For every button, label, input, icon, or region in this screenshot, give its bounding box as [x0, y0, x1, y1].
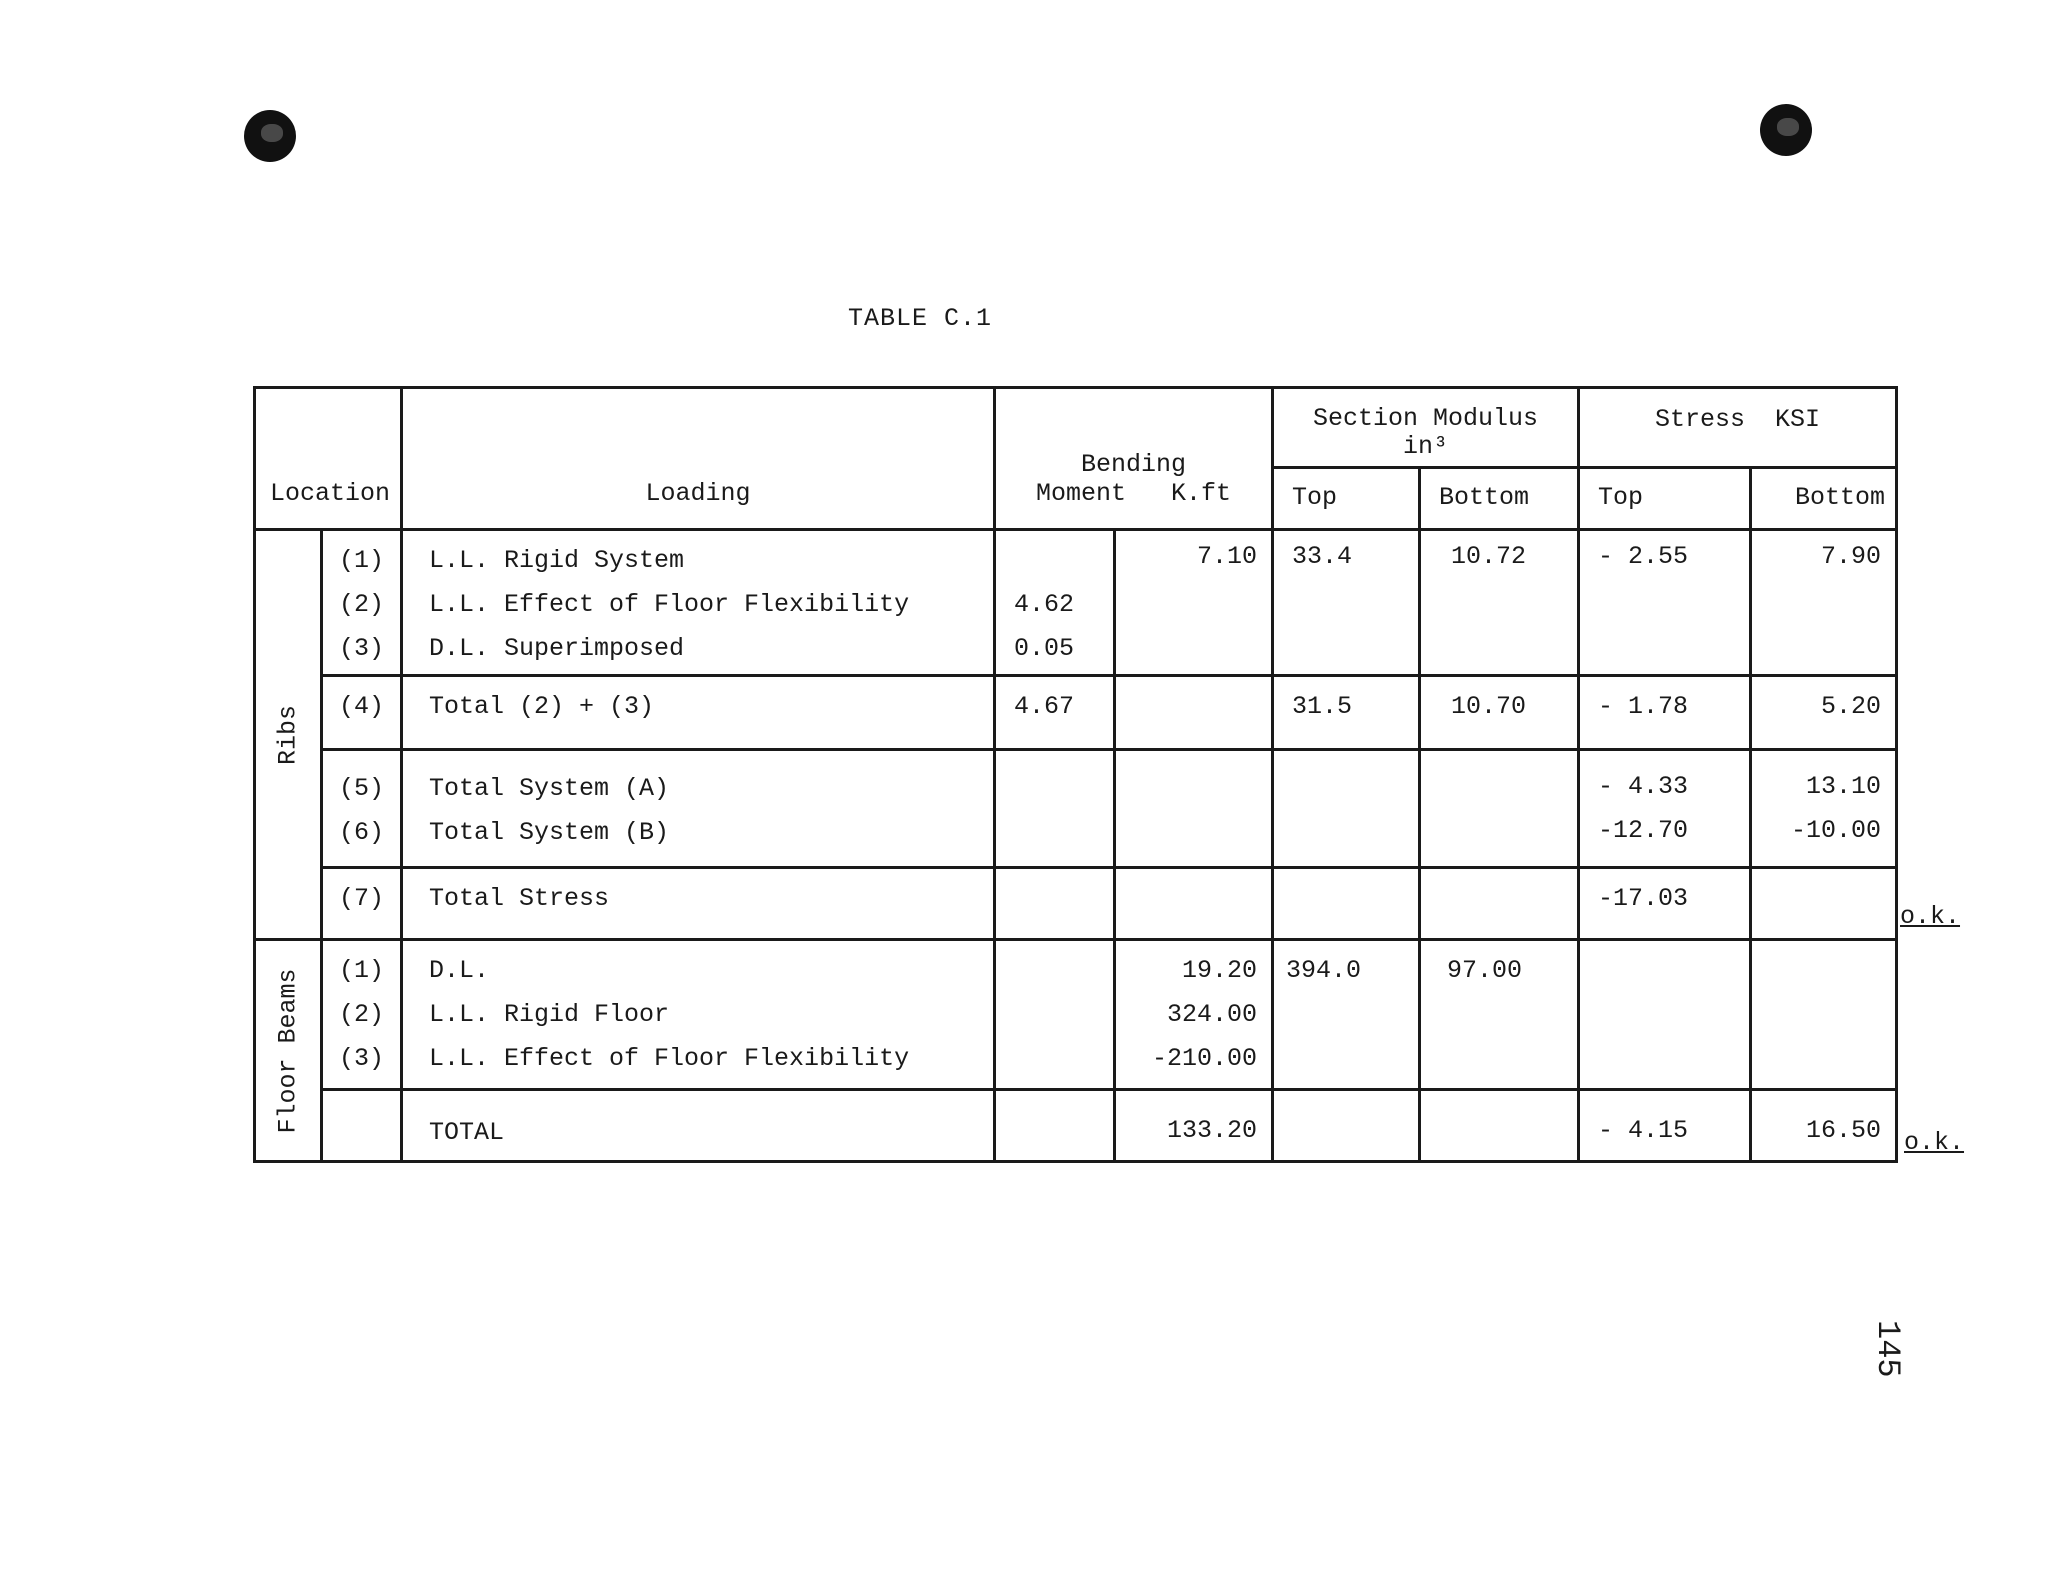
- ribs-g4-stress-top: [1579, 868, 1751, 940]
- stress-top-value: -17.03: [1598, 884, 1689, 913]
- ribs-ok-note: o.k.: [1900, 902, 1961, 931]
- row-number: (5): [338, 774, 384, 803]
- ribs-g2-stress-top: [1579, 676, 1751, 750]
- moment-value: 4.67: [1014, 692, 1075, 721]
- loading-text: Total System (A): [429, 774, 670, 803]
- sm-top-value: 33.4: [1292, 542, 1353, 571]
- header-sm-bottom: Bottom: [1420, 468, 1579, 530]
- stress-bottom-value: -10.00: [1790, 816, 1881, 845]
- moment-value: 324.00: [1166, 1000, 1257, 1029]
- row-number: (3): [338, 1044, 384, 1073]
- stress-top-value: - 1.78: [1598, 692, 1689, 721]
- stress-bottom-value: 7.90: [1820, 542, 1881, 571]
- floor-total-moment-a: [995, 1090, 1115, 1162]
- row-number: (2): [338, 1000, 384, 1029]
- header-loading-label: Loading: [645, 479, 751, 508]
- floor-row-total: [255, 1090, 1897, 1162]
- ribs-g2-sm-top: [1273, 676, 1420, 750]
- stress-top-value: - 4.15: [1598, 1116, 1689, 1145]
- header-section-modulus-label: Section Modulus: [1312, 404, 1539, 433]
- loading-text: Total System (B): [429, 818, 670, 847]
- ribs-g4-sm-top: [1273, 868, 1420, 940]
- sm-bottom-value: 10.70: [1451, 692, 1527, 721]
- floor-total-num: [322, 1090, 402, 1162]
- loading-text: Total (2) + (3): [429, 692, 655, 721]
- loading-text: L.L. Effect of Floor Flexibility: [429, 1044, 910, 1073]
- ribs-g4-sm-bottom: [1420, 868, 1579, 940]
- ribs-g1-sm-top: [1273, 530, 1420, 676]
- row-number: (1): [338, 546, 384, 575]
- header-loading: [402, 388, 995, 530]
- ribs-row-group2: [255, 676, 1897, 750]
- floor-total-stress-top: [1579, 1090, 1751, 1162]
- ribs-g2-loading: [402, 676, 995, 750]
- moment-value: 7.10: [1196, 542, 1257, 571]
- header-location: [255, 388, 402, 530]
- floor-g1-stress-top: [1579, 940, 1751, 1090]
- header-bending-line2: Moment K.ft: [1035, 479, 1232, 508]
- moment-value: 0.05: [1014, 634, 1075, 663]
- ribs-g3-moment-b: [1115, 750, 1273, 868]
- moment-value: 19.20: [1181, 956, 1257, 985]
- header-row-1: [255, 388, 1897, 468]
- sm-top-value: 394.0: [1286, 956, 1362, 985]
- stress-top-value: -12.70: [1598, 816, 1689, 845]
- row-number: (7): [338, 884, 384, 913]
- stress-table: [253, 386, 1898, 1163]
- loading-text: L.L. Rigid System: [429, 546, 685, 575]
- ribs-g3-sm-top: [1273, 750, 1420, 868]
- ribs-g1-loadings: [402, 530, 995, 676]
- stress-bottom-value: 5.20: [1820, 692, 1881, 721]
- ribs-label: Ribs: [273, 704, 303, 765]
- ribs-g3-moment-a: [995, 750, 1115, 868]
- ribs-row-group1: [255, 530, 1897, 676]
- ribs-g1-sm-bottom: [1420, 530, 1579, 676]
- table-title: TABLE C.1: [848, 304, 993, 333]
- floor-beams-label: Floor Beams: [273, 967, 303, 1134]
- sm-bottom-value: 97.00: [1447, 956, 1523, 985]
- floor-g1-moment-b: [1115, 940, 1273, 1090]
- sm-bottom-value: 10.72: [1451, 542, 1527, 571]
- punch-hole-left: [244, 110, 296, 162]
- stress-bottom-value: 16.50: [1805, 1116, 1881, 1145]
- row-number: (4): [338, 692, 384, 721]
- header-stress-label: Stress KSI: [1654, 405, 1821, 434]
- header-sm-top: Top: [1273, 468, 1420, 530]
- ribs-g1-nums: [322, 530, 402, 676]
- ribs-row-group4: [255, 868, 1897, 940]
- moment-value: 133.20: [1166, 1116, 1257, 1145]
- loading-text: TOTAL: [429, 1118, 505, 1147]
- ribs-g4-num: [322, 868, 402, 940]
- floor-row-group1: [255, 940, 1897, 1090]
- floor-g1-sm-top: [1273, 940, 1420, 1090]
- ribs-row-group3: [255, 750, 1897, 868]
- sm-top-value: 31.5: [1292, 692, 1353, 721]
- moment-value: [1014, 539, 1113, 583]
- ribs-g3-nums: [322, 750, 402, 868]
- floor-total-loading: [402, 1090, 995, 1162]
- floor-total-sm-top: [1273, 1090, 1420, 1162]
- row-number: (2): [338, 590, 384, 619]
- floor-total-sm-bottom: [1420, 1090, 1579, 1162]
- ribs-g4-moment-a: [995, 868, 1115, 940]
- header-stress: [1579, 388, 1897, 468]
- loading-text: D.L. Superimposed: [429, 634, 685, 663]
- ribs-g1-moment-a: [995, 530, 1115, 676]
- ribs-g4-stress-bottom: [1751, 868, 1897, 940]
- floor-g1-loadings: [402, 940, 995, 1090]
- ribs-g4-moment-b: [1115, 868, 1273, 940]
- ribs-g4-loading: [402, 868, 995, 940]
- loading-text: D.L.: [429, 956, 490, 985]
- row-number: (3): [338, 634, 384, 663]
- ribs-g2-moment-a: [995, 676, 1115, 750]
- ribs-g3-stress-top: [1579, 750, 1751, 868]
- stress-bottom-value: 13.10: [1805, 772, 1881, 801]
- ribs-g2-stress-bottom: [1751, 676, 1897, 750]
- header-section-modulus: [1273, 388, 1579, 468]
- page-number: 145: [1869, 1320, 1906, 1378]
- header-bending-line1: Bending: [1080, 450, 1187, 479]
- header-location-label: Location: [270, 479, 391, 508]
- loading-text: Total Stress: [429, 884, 610, 913]
- loading-text: L.L. Effect of Floor Flexibility: [429, 590, 910, 619]
- floor-g1-stress-bottom: [1751, 940, 1897, 1090]
- floor-beams-label-cell: [255, 940, 322, 1162]
- ribs-g1-moment-b: [1115, 530, 1273, 676]
- header-section-modulus-unit: in³: [1402, 432, 1448, 461]
- header-stress-top: Top: [1579, 468, 1751, 530]
- ribs-g1-stress-bottom: [1751, 530, 1897, 676]
- moment-value: -210.00: [1151, 1044, 1257, 1073]
- ribs-g1-stress-top: [1579, 530, 1751, 676]
- header-bending-moment: [995, 388, 1273, 530]
- punch-hole-right: [1760, 104, 1812, 156]
- ribs-g3-sm-bottom: [1420, 750, 1579, 868]
- ribs-g2-num: [322, 676, 402, 750]
- row-number: (1): [338, 956, 384, 985]
- floor-total-moment-b: [1115, 1090, 1273, 1162]
- ribs-g3-stress-bottom: [1751, 750, 1897, 868]
- floor-ok-note: o.k.: [1904, 1128, 1965, 1157]
- ribs-g2-sm-bottom: [1420, 676, 1579, 750]
- header-stress-bottom: Bottom: [1751, 468, 1897, 530]
- floor-g1-sm-bottom: [1420, 940, 1579, 1090]
- floor-total-stress-bottom: [1751, 1090, 1897, 1162]
- ribs-g3-loadings: [402, 750, 995, 868]
- row-number: (6): [338, 818, 384, 847]
- floor-g1-nums: [322, 940, 402, 1090]
- stress-top-value: - 4.33: [1598, 772, 1689, 801]
- stress-top-value: - 2.55: [1598, 542, 1689, 571]
- floor-g1-moment-a: [995, 940, 1115, 1090]
- ribs-g2-moment-b: [1115, 676, 1273, 750]
- loading-text: L.L. Rigid Floor: [429, 1000, 670, 1029]
- moment-value: 4.62: [1014, 590, 1075, 619]
- ribs-label-cell: [255, 530, 322, 940]
